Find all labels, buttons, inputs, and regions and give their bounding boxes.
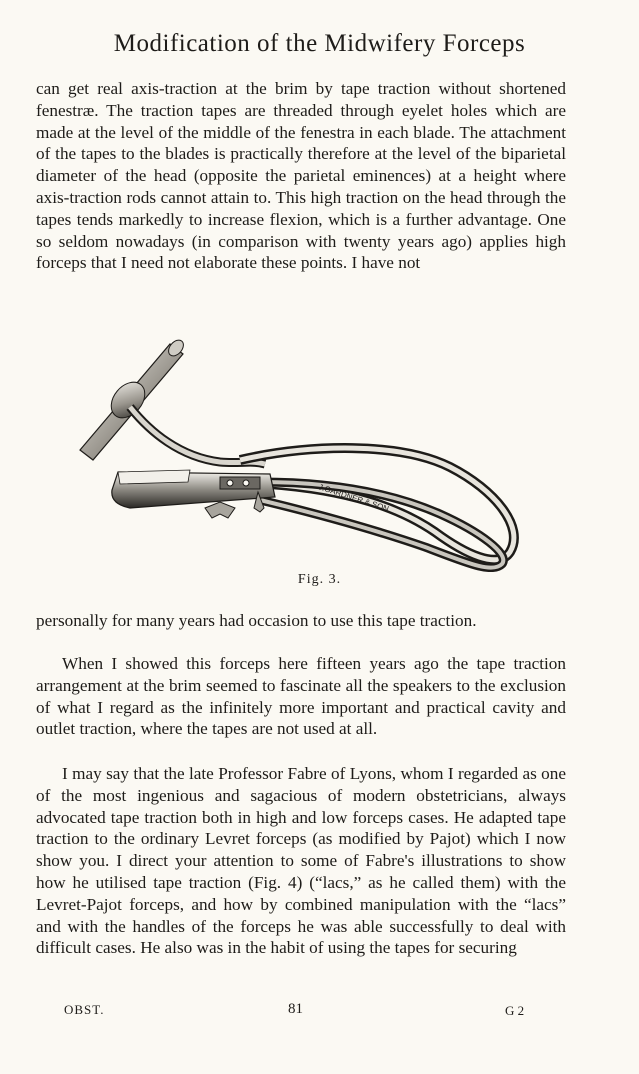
paragraph: I may say that the late Professor Fabre of Lyons, whom I regarded as one of the most ingenious and sagacious of modern obstetricians, always advocated tape traction both in high and low forceps cases. He adapted tape traction to the ordinary Levret forceps (as modified by Pajot) which I now show you. I direct your attention to some of Fabre's illustrations to show how he utilised tape traction (Fig. 4) (“lacs,” as he called them) with the Levret-Pajot forceps, and how by combined manipulation with the “lacs” and with the handles of the forceps he was able successfully to deal with difficult cases. He also was in the habit of using the tapes for securing [36,764,566,958]
figure-caption: Fig. 3. [297,572,342,587]
paragraph: personally for many years had occasion to use this tape traction. [36,611,477,630]
signature-mark: G 2 [505,1003,525,1018]
maker-engraving: J.GARDNER & SON [317,482,390,514]
paragraph: When I showed this forceps here fifteen years ago the tape traction arrangement at the brim seemed to fascinate all the speakers to the exclusion of what I regard as the infinitely more important and practical cavity and outlet traction, where the tapes are not used at all. [36,654,566,739]
forceps-handles [112,470,275,508]
forceps-illustration [70,332,530,572]
forceps-figure [70,332,530,572]
page-number: 81 [288,1001,303,1017]
running-header: Modification of the Midwifery Forceps [113,30,526,57]
footer-signature: OBST. [64,1002,105,1017]
paragraph: can get real axis-traction at the brim by tape traction without shortened fenestræ. The traction tapes are threaded through eyelet holes which are made at the level of the middle of the fenestra in each blade. The attachment of the tapes to the blades is practically therefore at the level of the biparietal diameter of the head (opposite the parietal eminences) at a height where axis-traction rods cannot attain to. This high traction on the head through the tapes tends markedly to increase flexion, which is a further advantage. One so seldom nowadays (in comparison with twenty years ago) applies high forceps that I need not elaborate these points. I have not [36,79,566,273]
